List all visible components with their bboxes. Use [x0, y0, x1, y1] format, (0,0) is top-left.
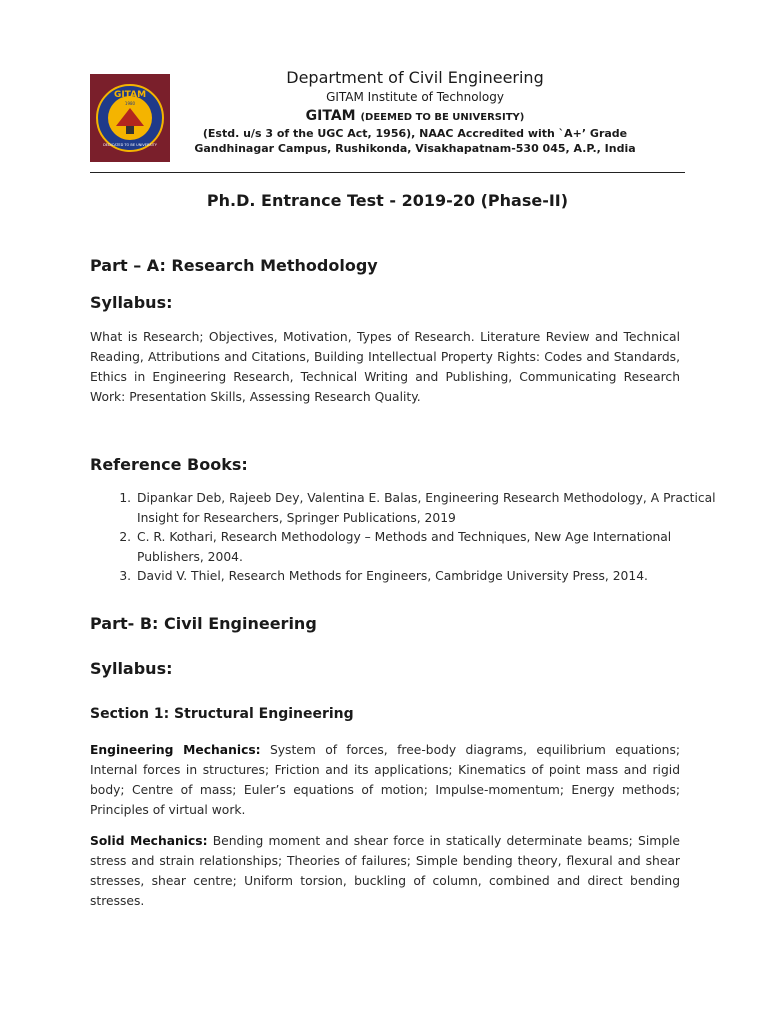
accreditation-line: (Estd. u/s 3 of the UGC Act, 1956), NAAC Accredited with `A+’ Grade [202, 127, 628, 140]
address-line: Gandhinagar Campus, Rushikonda, Visakhapatnam-530 045, A.P., India [194, 142, 636, 155]
topic-text: System of forces, free-body diagrams, equilibrium equations; Internal forces in structures; Friction and its applications; Kinematics of point mass and rigid body; Centre of mass; Euler’s equations of motion; Impulse-momentum; Energy methods; Principles of virtual work. [90, 743, 680, 817]
university-name: GITAM [305, 108, 356, 124]
gitam-logo [90, 74, 170, 162]
university-line [170, 108, 660, 124]
part-a-syllabus-text: What is Research; Objectives, Motivation, Types of Research. Literature Review and Technical Reading, Attributions and Citations, Building Intellectual Property Rights: Codes and Standards, Ethics in Engineering Research, Technical Writing and Publishing, Communicating Research Work: Presentation Skills, Assessing Research Quality. [90, 330, 680, 404]
references-heading: Reference Books: [90, 455, 248, 474]
section-heading: Section 1: Structural Engineering [90, 706, 354, 722]
topic-label: Solid Mechanics: [90, 834, 208, 848]
part-b-syllabus-heading: Syllabus: [90, 659, 173, 678]
topic-solid-mechanics [90, 831, 680, 911]
reference-item: 3. David V. Thiel, Research Methods for Engineers, Cambridge University Press, 2014. [135, 567, 725, 587]
page-title: Ph.D. Entrance Test - 2019-20 (Phase-II) [206, 191, 569, 210]
logo-year-text: 1980 [124, 101, 136, 106]
logo-brand-text: GITAM [113, 90, 147, 100]
reference-item: 1. Dipankar Deb, Rajeeb Dey, Valentina E. Balas, Engineering Research Methodology, A Practical Insight for Researchers, Springer Publications, 2019 [135, 489, 725, 528]
part-b-heading: Part- B: Civil Engineering [90, 614, 317, 633]
part-a-heading: Part – A: Research Methodology [90, 256, 378, 275]
institute-name: GITAM Institute of Technology [326, 90, 504, 104]
reference-item: 2. C. R. Kothari, Research Methodology – Methods and Techniques, New Age International Publishers, 2004. [135, 528, 725, 567]
topic-text: Bending moment and shear force in statically determinate beams; Simple stress and strain relationships; Theories of failures; Simple bending theory, flexural and shear stresses, shear centre; Uniform torsion, buckling of column, combined and direct bending stresses. [90, 834, 681, 908]
header-divider [90, 172, 685, 173]
topic-engineering-mechanics [90, 740, 680, 820]
part-a-syllabus-heading: Syllabus: [90, 293, 173, 312]
department-name: Department of Civil Engineering [286, 68, 544, 87]
university-suffix: (DEEMED TO BE UNIVERSITY) [360, 112, 525, 123]
logo-ring-text: DEDICATED TO BE UNIVERSITY [103, 143, 157, 147]
topic-label: Engineering Mechanics: [90, 743, 261, 757]
references-list [90, 489, 725, 587]
